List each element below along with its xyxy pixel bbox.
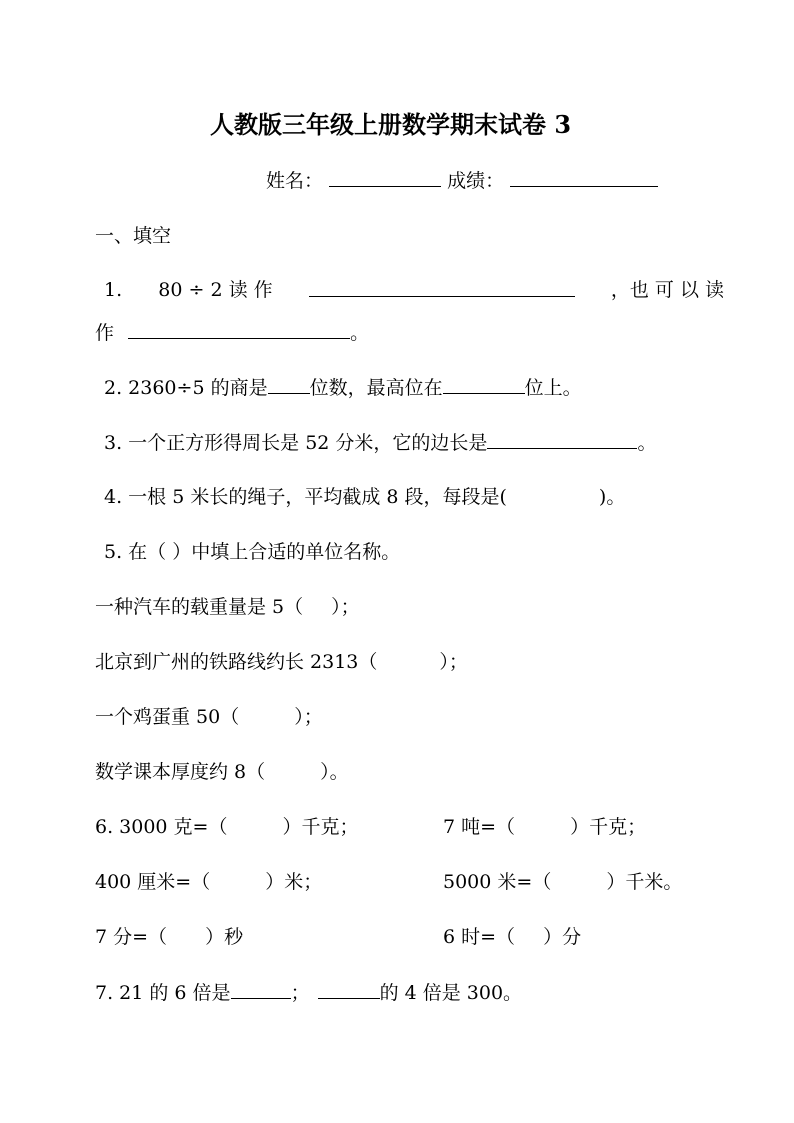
q4-prefix: 4. 一根 5 米长的绳子，平均截成 8 段，每段是( [104, 486, 507, 508]
q6-right [443, 870, 682, 894]
question-5: 5. 在（ ）中填上合适的单位名称。 [104, 541, 401, 563]
q5-item-end: ）； [294, 706, 323, 728]
question-7 [95, 980, 522, 1005]
q6-text-end: ）千克； [570, 816, 647, 838]
q6-text: 6. 3000 克=（ [95, 816, 228, 838]
q6-left [95, 925, 243, 949]
page-title: 人教版三年级上册数学期末试卷 3 [210, 110, 572, 139]
q7-blank-1[interactable] [231, 980, 291, 999]
q6-text-end: ）千米。 [606, 871, 683, 893]
name-label: 姓名： [266, 170, 324, 192]
q7-mid: ； [290, 982, 310, 1004]
q2-suffix: 位上。 [524, 377, 582, 399]
name-blank[interactable] [329, 168, 441, 187]
score-label: 成绩： [447, 170, 505, 192]
q6-left [95, 815, 359, 839]
q2-blank-1[interactable] [268, 375, 310, 394]
name-score-line [266, 168, 658, 193]
q6-text-end: ）千克； [282, 816, 359, 838]
q6-text: 7 吨=（ [443, 816, 516, 838]
q6-text: 400 厘米=（ [95, 871, 211, 893]
question-4 [104, 485, 625, 509]
question-1-line-1 [104, 278, 724, 302]
q5-item-end: ）； [331, 596, 360, 618]
q3-blank[interactable] [487, 430, 637, 449]
q1-answer-blank-2[interactable] [128, 320, 350, 339]
q4-suffix: )。 [598, 486, 626, 508]
question-2 [104, 375, 582, 400]
q5-item-end: ）； [439, 651, 468, 673]
q6-text: 7 分=（ [95, 926, 168, 948]
q3-prefix: 3. 一个正方形得周长是 52 分米，它的边长是 [104, 432, 488, 454]
q3-suffix: 。 [637, 432, 657, 454]
question-1-line-2 [95, 320, 369, 345]
q2-prefix: 2. 2360÷5 的商是 [104, 377, 268, 399]
question-3 [104, 430, 656, 455]
q1-line2-end: 。 [350, 322, 370, 344]
q6-text-end: ）分 [543, 926, 582, 948]
q7-suffix: 的 4 倍是 300。 [379, 982, 523, 1004]
q6-text: 6 时=（ [443, 926, 516, 948]
score-blank[interactable] [510, 168, 658, 187]
q6-right [443, 815, 646, 839]
q2-mid: 位数，最高位在 [309, 377, 443, 399]
q5-item-text: 数学课本厚度约 8（ [95, 761, 266, 783]
section-heading: 一、填空 [95, 225, 172, 247]
q2-blank-2[interactable] [443, 375, 525, 394]
q1-text: 80 ÷ 2 读 作 [158, 279, 273, 301]
q1-number: 1. [104, 279, 123, 301]
q6-text-end: ）米； [265, 871, 323, 893]
q5-item-end: ）。 [320, 761, 349, 783]
q5-item-text: 一种汽车的载重量是 5（ [95, 596, 304, 618]
q5-item [95, 760, 349, 784]
q6-right [443, 925, 581, 949]
q5-item [95, 595, 360, 619]
q5-item [95, 705, 323, 729]
q5-item-text: 北京到广州的铁路线约长 2313（ [95, 651, 378, 673]
q5-item [95, 650, 468, 674]
q1-answer-blank-1[interactable] [309, 278, 575, 297]
q7-prefix: 7. 21 的 6 倍是 [95, 982, 231, 1004]
q6-text-end: ）秒 [205, 926, 244, 948]
q6-left [95, 870, 322, 894]
q5-item-text: 一个鸡蛋重 50（ [95, 706, 240, 728]
q7-blank-2[interactable] [318, 980, 380, 999]
q1-text-end: ，也 可 以 读 [610, 279, 724, 301]
q1-line2-start: 作 [95, 322, 115, 344]
q6-text: 5000 米=（ [443, 871, 552, 893]
